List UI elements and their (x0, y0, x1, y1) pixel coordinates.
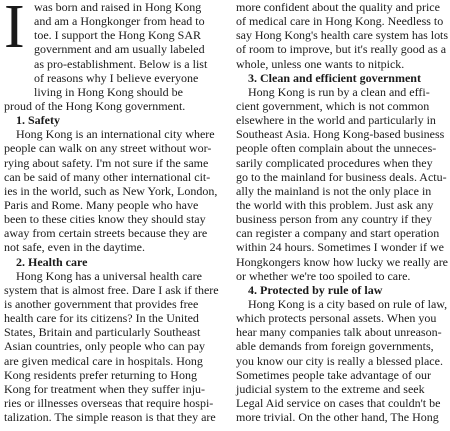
text-line: cient government, which is not common (236, 98, 430, 113)
text-line: Asian countries, only people who can pay (4, 339, 205, 354)
text-line: health care for its citizens? In the United (4, 311, 199, 326)
text-line: people often complain about the unneces- (236, 141, 437, 156)
text-line: Hong Kong is run by a clean and effi- (248, 84, 430, 99)
text-line: people can walk on any street without wor- (4, 141, 212, 156)
text-line: or whether we're too spoiled to care. (236, 268, 411, 283)
article-column-right (236, 0, 448, 424)
text-line: say Hong Kong's health care system has lots (236, 28, 448, 43)
text-line: Kong for treatment when they suffer inju- (4, 381, 206, 396)
text-line: ries or illnesses overseas that require hospi- (4, 395, 214, 410)
text-line: States, Britain and particularly Southeast (4, 325, 201, 340)
text-line: go to the mainland for business deals. Actu- (236, 169, 447, 184)
text-line: more confident about the quality and price (236, 0, 440, 14)
text-line: of room to improve, but it's really good as a (236, 42, 447, 57)
text-line: ies in the world, such as New York, London, (4, 183, 218, 198)
text-line: can be said of many other international cit- (4, 169, 211, 184)
text-line: within 24 hours. Sometimes I wonder if we (236, 240, 444, 255)
text-line: Southeast Asia. Hong Kong-based business (236, 127, 445, 142)
text-line: are given medical care in hospitals. Hong (4, 353, 203, 368)
text-line: system that is almost free. Dare I ask if there (4, 282, 219, 297)
text-line: of medical care in Hong Kong. Needless to (236, 14, 444, 29)
text-line: elsewhere in the world and particularly in (236, 113, 436, 128)
text-line: ally the mainland is not the only place in (236, 183, 432, 198)
text-line: is another government that provides free (4, 296, 199, 311)
article-column-left (4, 0, 228, 424)
text-line: government and am usually labeled (34, 42, 205, 57)
text-line: Hong Kong is a city based on rule of law, (248, 296, 448, 311)
section-heading: 3. Clean and efficient government (248, 70, 421, 85)
section-heading: 1. Safety (16, 113, 60, 128)
text-line: more trivial. On the other hand, The Hong (236, 410, 439, 425)
section-heading: 4. Protected by rule of law (248, 282, 383, 297)
text-line: the world with this problem. Just ask any (236, 197, 434, 212)
text-line: able demands from foreign governments, (236, 339, 434, 354)
text-line: which protects personal assets. When you (236, 311, 437, 326)
text-line: been to these cities know they should stay (4, 212, 206, 227)
text-line: sarily complicated procedures when they (236, 155, 433, 170)
text-line: Paris and Rome. Many people who have (4, 197, 199, 212)
drop-cap: I (4, 0, 25, 61)
text-line: business person from any country if they (236, 212, 432, 227)
text-line: hear many companies talk about unreason- (236, 325, 442, 340)
text-line: Hong Kong is an international city where (16, 127, 215, 142)
text-line: Kong residents prefer returning to Hong (4, 367, 197, 382)
text-line: Sometimes people take advantage of our (236, 367, 431, 382)
text-line: proud of the Hong Kong government. (4, 98, 186, 113)
text-line: Hong Kong has a universal health care (16, 268, 202, 283)
text-line: away from certain streets because they are (4, 226, 208, 241)
section-heading: 2. Health care (16, 254, 88, 269)
text-line: of reasons why I believe everyone (34, 70, 199, 85)
text-line: not safe, even in the daytime. (4, 240, 145, 255)
text-line: can register a company and start operation (236, 226, 440, 241)
text-line: living in Hong Kong should be (34, 84, 183, 99)
text-line: judicial system to the extreme and seek (236, 381, 425, 396)
text-line: was born and raised in Hong Kong (34, 0, 202, 14)
text-line: and am a Hongkonger from head to (34, 14, 205, 29)
text-line: whole, unless one wants to nitpick. (236, 56, 405, 71)
text-line: Hongkongers know how lucky we really are (236, 254, 448, 269)
text-line: Legal Aid service on cases that couldn't be (236, 395, 441, 410)
text-line: rying about safety. I'm not sure if the same (4, 155, 209, 170)
text-line: talization. The simple reason is that they are (4, 410, 216, 425)
text-line: you know our city is really a blessed place. (236, 353, 443, 368)
text-line: as pro-establishment. Below is a list (34, 56, 208, 71)
text-line: toe. I support the Hong Kong SAR (34, 28, 201, 43)
